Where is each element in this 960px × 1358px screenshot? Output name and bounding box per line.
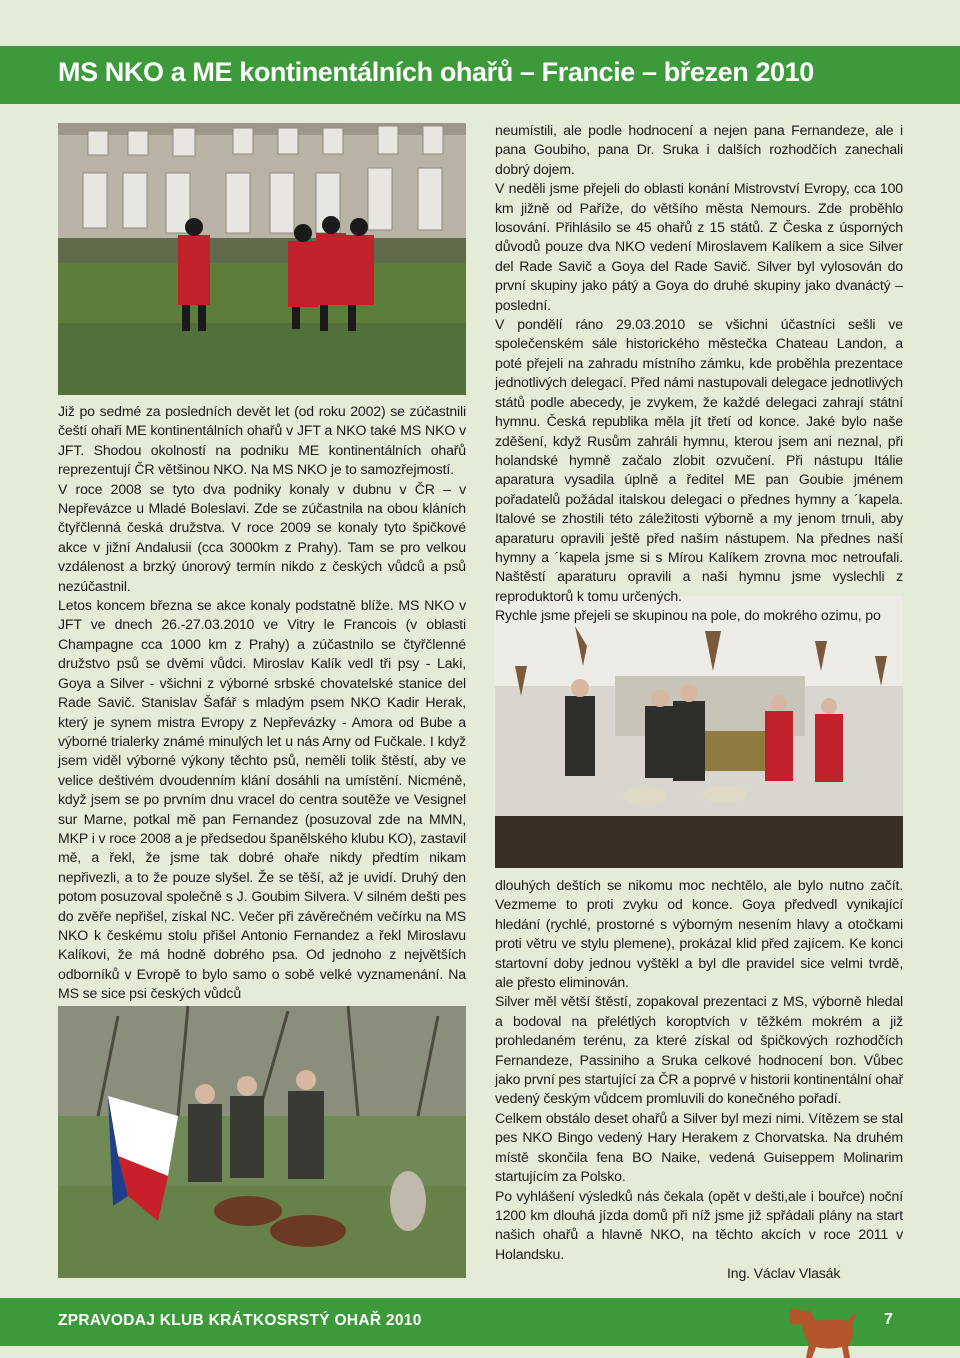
article-column-right-top [495,121,903,626]
paragraph: V pondělí ráno 29.03.2010 se všichni účastníci sešli ve společenském sále historického městečka Chateau Landon, a poté přejeli na zahradu místního zámku, kde proběhla prezentace jednotlivých delegací. Před námi nastupovali delegace jednotlivých států podle abecedy, je zvykem, že každé delegaci zahrají státní hymnu. Česká republika měla jít třetí od konce. Jaké bylo naše zděšení, když Rusům zahráli hymnu, kterou jsem ani neznal, při holandské hymně začalo zlobit ozvučení. Při nástupu Itálie aparatura vysadila úplně a ředitel ME pan Goubie jménem pořadatelů požádal italskou delegaci o přednes hymny a ´kapela. Italové se zhostili této záležitosti výborně a my jenom trnuli, aby aparaturu opravili ještě před naším nástupem. Na přednes naší hymny a ´kapela jsme si s Mírou Kalíkem zrovna moc netroufali. Naštěstí aparaturu opravili a naši hymnu jsme vyslechli z reproduktorů k tomu určených. [495,316,903,604]
paragraph: V neděli jsme přejeli do oblasti konání Mistrovství Evropy, cca 100 km jižně od Paříže, do většího města Nemours. Zde proběhlo losování. Přihlásilo se 45 ohařů z 15 států. Z Česka z úsporných důvodů pouze dva NKO vedení Miroslavem Kalíkem a sice Silver del Rade Savič a Goya del Rade Savič. Silver byl vylosován do první skupiny jako pátý a Goya do druhé skupiny jako dvanáctý – poslední. [495,180,903,313]
photo-ceremony-hall [495,596,903,868]
article-title: MS NKO a ME kontinentálních ohařů – Francie – březen 2010 [58,57,814,87]
page-number: 7 [884,1311,893,1328]
photo-horn-players [58,123,466,395]
paragraph: Letos koncem března se akce konaly podstatně blíže. MS NKO v JFT ve dnech 26.-27.03.2010 ve Vitry le Francois (v oblasti Champagne cca 1000 km z Prahy) a zúčastnilo se čtyřčlenné družstvo psů se dvěmi vůdci. Miroslav Kalík vedl tři psy - Laki, Goya a Silver - všichni z výborné srbské chovatelské stanice del Rade Savič. Stanislav Šafář s mladým psem NKO Kadir Herak, který je synem mistra Evropy z Nepřevázky - Amora od Bube a výborné trialerky známé minulých let u nás Arny od Fučkale. I když jsem viděl výborné výkony těchto psů, neměli tolik štěstí, aby ve velice deštivém dvoudenním klání dosáhli na umístění. Nicméně, když jsem se po prvním dnu vracel do centra soutěže ve Vesignel sur Marne, potkal mě pan Fernandez (posuzoval zde na MMN, MKP i v roce 2008 a je předsedou španělského klubu KO), zastavil mě, a řekl, že jsme tak dobré ohaře nikdy předtím nikam nepřivezli, a to že pouze slyšel. Že se těší, až je uvidí. Druhý den potom posuzoval společně s J. Goubim Silvera. V silném dešti pes do zvěře nepřišel, získal NC. Večer při závěrečném večírku na MS NKO k českému stolu přišel Antonio Fernandez a řekl Miroslavu Kalíkovi, že má hodně dobrého psa. Od jednoho z největších odborníků v Evropě to bylo samo o sobě velké vyznamenání. Na MS se sice psi českých vůdců [58,597,466,1002]
paragraph: dlouhých deštích se nikomu moc nechtělo, ale bylo nutno začít. Vezmeme to proti zvyku od konce. Goya předvedl vynikající hledání (rychlé, prostorné s výborným nesením hlavy a otočkami proti větru ve stylu plemene), prokázal klid před zajícem. Ke konci startovní doby jednou vyštěkl a byl dle pravidel sice velmi tvrdě, ale přesto eliminován. [495,877,903,991]
article-column-left [58,402,466,1004]
publication-name: ZPRAVODAJ KLUB KRÁTKOSRSTÝ OHAŘ 2010 [58,1312,422,1329]
photo-czech-team-with-dogs [58,1006,466,1278]
pointer-dog-icon [782,1303,860,1358]
paragraph: Celkem obstálo deset ohařů a Silver byl mezi nimi. Vítězem se stal pes NKO Bingo vedený Hary Herakem z Chorvatska. Na druhém místě skončila fena BO Naike, vedená Guiseppem Molinarim startujícím za Polsko. [495,1109,903,1185]
author-signature: Ing. Václav Vlasák [727,1265,841,1282]
paragraph: Po vyhlášení výsledků nás čekala (opět v dešti,ale i bouřce) noční 1200 km dlouhá jízda domů při níž jsme již spřádali plány na start našich ohařů a hlavně NKO, na těchto akcích v roce 2011 v Holandsku. [495,1187,903,1262]
paragraph: Již po sedmé za posledních devět let (od roku 2002) se zúčastnili čeští ohaři ME kontinentálních ohařů v JFT a NKO také MS NKO v JFT. Shodou okolností na podniku ME kontinentálních ohařů reprezentují ČR většinou NKO. Na MS NKO je to samozřejmostí. [58,403,466,478]
paragraph: neumístili, ale podle hodnocení a nejen pana Fernandeze, ale i pana Goubiho, pana Dr. Sruka i dalších rozhodčích zanechali dobrý dojem. [495,122,903,177]
paragraph: V roce 2008 se tyto dva podniky konaly v dubnu v ČR – v Nepřevázce u Mladé Boleslavi. Zde se zúčastnila na obou kláních čtyřčlenná česká družstva. V roce 2009 se konaly tyto špičkové akce v jižní Andalusii (cca 3000km z Prahy). Tam se pro velkou vzdálenost a brzký únorový termín nikdo z českých vůdců a psů nezúčastnil. [58,480,466,594]
article-column-right-bottom [495,876,903,1284]
paragraph: Silver měl větší štěstí, zopakoval prezentaci z MS, výborně hledal a bodoval na přelétlých koroptvích v těžkém mokrém a již prohledaném terénu, za které získal od špičkových rozhodčích Fernandeze, Passiniho a Sruka celkové hodnocení bon. Vůbec jako první pes startující za ČR a poprvé v historii kontinentální ohař vedený českým vůdcem promluvili do konečného pořadí. [495,993,903,1107]
title-bar [0,46,960,104]
paragraph: Rychle jsme přejeli se skupinou na pole, do mokrého ozimu, po [495,607,881,624]
